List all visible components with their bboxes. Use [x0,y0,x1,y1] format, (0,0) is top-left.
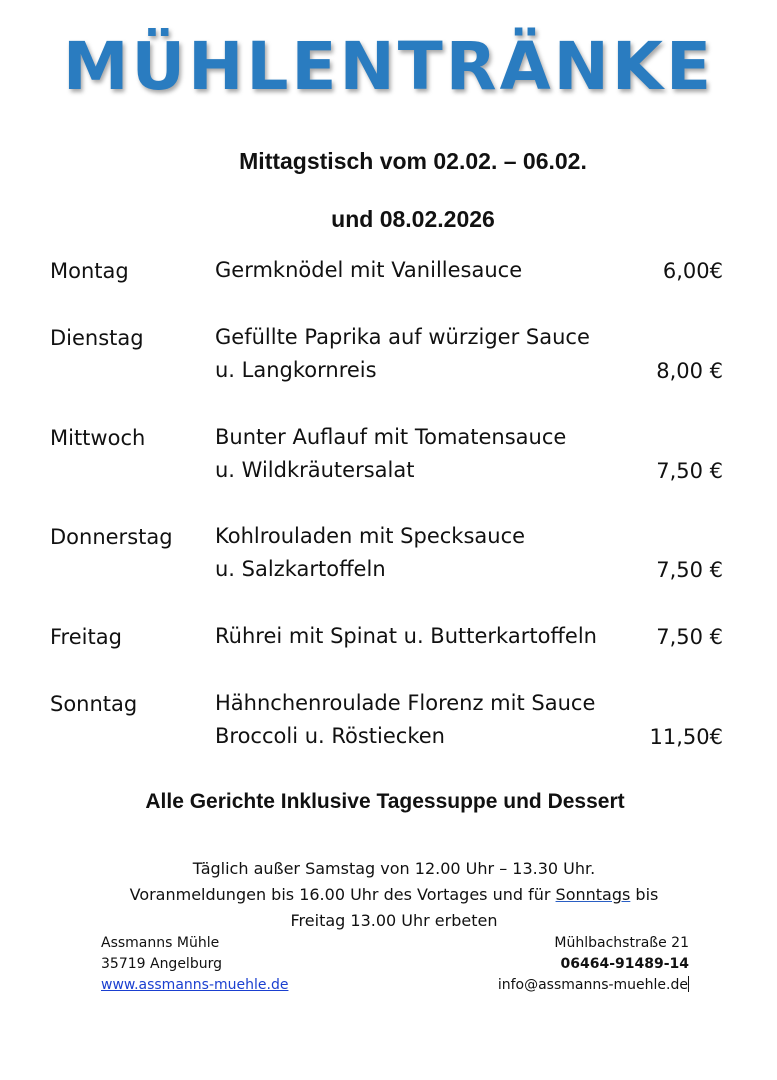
inclusive-note: Alle Gerichte Inklusive Tagessuppe und Dessert [145,790,625,813]
hours-line-2-end: bis [630,885,659,904]
day-label: Freitag [50,625,122,649]
address-right [498,933,689,996]
price: 6,00€ [662,259,723,283]
dish-line: Gefüllte Paprika auf würziger Sauce [215,325,590,349]
address-left [101,933,288,996]
sonntags-word: Sonntags [555,885,631,904]
dish-line-2: Broccoli u. Röstiecken [215,724,445,748]
day-label: Dienstag [50,326,144,350]
street-line: Mühlbachstraße 21 [554,935,689,951]
hours-line-1: Täglich außer Samstag von 12.00 Uhr – 13.30 Uhr. [192,859,596,878]
dish-line: Germknödel mit Vanillesauce [215,258,523,282]
heading-date-range: Mittagstisch vom 02.02. – 06.02. [239,148,587,174]
day-label: Donnerstag [50,525,173,549]
city-line: 35719 Angelburg [101,956,222,972]
hours-line-3: Freitag 13.00 Uhr erbeten [290,911,498,930]
text-cursor [688,976,689,992]
hours-line-2 [0,882,777,908]
price: 7,50 € [656,459,723,483]
heading-date-extra: und 08.02.2026 [331,206,495,232]
price: 11,50€ [649,725,723,749]
hours-line-2-text: Voranmeldungen bis 16.00 Uhr des Vortages und für [129,885,556,904]
opening-hours [0,856,777,934]
email-address: info@assmanns-muehle.de [497,977,688,993]
day-label: Montag [50,259,129,283]
price: 8,00 € [656,359,723,383]
day-label: Sonntag [50,692,138,716]
price: 7,50 € [656,625,723,649]
dish-line: Hähnchenroulade Florenz mit Sauce [215,691,596,715]
dish-line-2: u. Salzkartoffeln [215,557,386,581]
dish-line: Bunter Auflauf mit Tomatensauce [215,425,567,449]
dish-line: Kohlrouladen mit Specksauce [215,524,526,548]
day-label: Mittwoch [50,426,146,450]
email-line [498,975,689,996]
dish-line: Rührei mit Spinat u. Butterkartoffeln [215,624,597,648]
phone-number: 06464-91489-14 [560,956,689,972]
dish-line-2: u. Wildkräutersalat [215,458,415,482]
price: 7,50 € [656,558,723,582]
logo-title: MÜHLENTRÄNKE [62,28,715,105]
dish-line-2: u. Langkornreis [215,358,377,382]
website-link[interactable]: www.assmanns-muehle.de [101,977,289,993]
business-name: Assmanns Mühle [101,935,220,951]
